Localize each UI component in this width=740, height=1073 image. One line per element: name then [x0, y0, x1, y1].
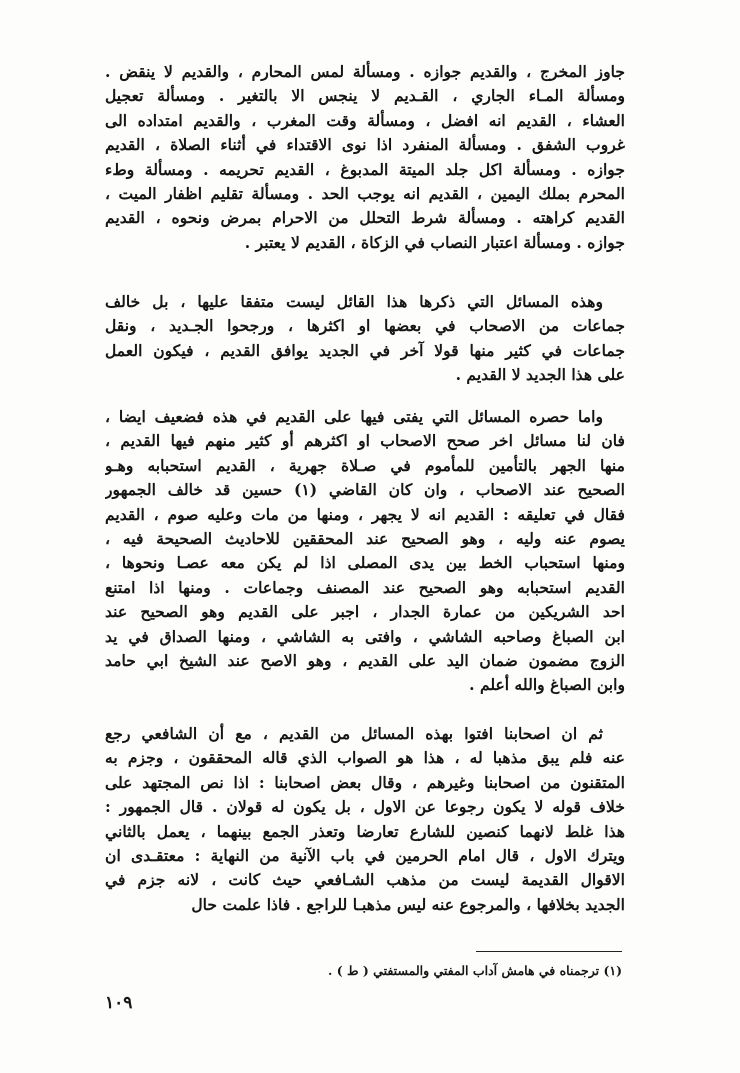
text-line: القديم كراهته . ومسألة شرط التحلل من الاحرام بمرض ونحوه ، القديم	[105, 208, 625, 228]
text-line: ويترك الاول ، قال امام الحرمين في باب الآنية من النهاية : معتقـدى ان	[105, 846, 625, 866]
text-line: واما حصره المسائل التي يفتى فيها على القديم في هذه فضعيف ايضا ،	[105, 407, 603, 426]
text-line: فان لنا مسائل اخر صحح الاصحاب او اكثرهم أو كثير منهم فيها القديم ،	[105, 431, 625, 451]
footnote: (١) ترجمناه في هامش آداب المفتي والمستفتي ( ط ) .	[328, 963, 622, 978]
text-line: هذا غلط لانهما كنصين للشارع تعارضا وتعذر الجمع بينهما ، يعمل بالثاني	[105, 821, 625, 841]
text-line: يصوم عنه وليه ، وهو الصحيح عند المحققين للاحاديث الصحيحة فيه ،	[105, 529, 625, 549]
text-line: القديم استحبابه وهو الصحيح عند المصنف وجماعات . ومنها اذا امتنع	[105, 577, 625, 597]
text-line: ابن الصباغ وصاحبه الشاشي ، وافتى به الشاشي ، ومنها الصداق في يد	[105, 626, 625, 646]
paragraph-1	[105, 60, 625, 255]
text-line: الاقوال القديمة ليست من مذهب الشـافعي حيث كانت ، لانه جزم في	[105, 870, 625, 890]
text-line: الزوج مضمون ضمان اليد على القديم ، وهو الاصح عند الشيخ ابي حامد	[105, 651, 625, 671]
text-line: جماعات من الاصحاب في بعضها او اكثرها ، ورجحوا الجـديد ، ونقل	[105, 316, 625, 336]
text-line: المحرم بملك اليمين ، القديم انه يوجب الحد . ومسألة تقليم اظفار الميت ،	[105, 184, 625, 204]
text-line: غروب الشفق . ومسألة المنفرد اذا نوى الاقتداء في أثناء الصلاة ، القديم	[105, 135, 625, 155]
text-line: ومسألة المـاء الجاري ، القـديم لا ينجس الا بالتغير . ومسألة تعجيل	[105, 86, 625, 106]
text-line: المتقنون من اصحابنا وغيرهم ، وقال بعض اصحابنا : اذا نص المجتهد على	[105, 772, 625, 792]
text-line: على هذا الجديد لا القديم .	[455, 365, 625, 385]
paragraph-4	[105, 722, 625, 917]
paragraph-3	[105, 405, 625, 698]
text-line: وهذه المسائل التي ذكرها هذا القائل ليست متفقا عليها ، بل خالف	[105, 292, 603, 311]
text-line: الصحيح عند الاصحاب ، وان كان القاضي (١) حسين قد خالف الجمهور	[105, 480, 625, 500]
paragraph-2	[105, 290, 625, 388]
text-line: جوازه . ومسألة اكل جلد الميتة المدبوغ ، القديم تحريمه . ومسألة وطء	[105, 159, 625, 179]
text-line: جاوز المخرج ، والقديم جوازه . ومسألة لمس المحارم ، والقديم لا ينقض .	[105, 62, 625, 81]
text-line: فقال في تعليقه : القديم انه لا يجهر ، ومنها من مات وعليه صوم ، القديم	[105, 504, 625, 524]
text-line: العشاء ، القديم انه افضل ، ومسألة وقت المغرب ، والقديم امتداده الى	[105, 110, 625, 130]
text-line: جماعات في كثير منها قولا آخر في الجديد يوافق القديم ، فيكون العمل	[105, 340, 625, 360]
text-line: وابن الصباغ والله أعلم .	[469, 675, 625, 695]
text-line: خلاف قوله لا يكون رجوعا عن الاول ، بل يكون له قولان . قال الجمهور :	[105, 797, 625, 817]
text-line: احد الشريكين من عمارة الجدار ، اجبر على القديم وهو الصحيح عند	[105, 602, 625, 622]
footnote-separator	[476, 951, 622, 952]
text-line: عنه فلم يبق مذهبا له ، هذا هو الصواب الذي قاله المحققون ، وجزم به	[105, 748, 625, 768]
text-line: الجديد بخلافها ، والمرجوع عنه ليس مذهبـا للراجع . فاذا علمت حال	[191, 894, 625, 914]
text-line: ومنها استحباب الخط بين يدى المصلى اذا لم يكن معه عصـا ونحوها ،	[105, 553, 625, 573]
text-line: منها الجهر بالتأمين للمأموم في صـلاة جهرية ، القديم استحبابه وهـو	[105, 455, 625, 475]
text-line: ثم ان اصحابنا افتوا بهذه المسائل من القديم ، مع أن الشافعي رجع	[105, 724, 603, 743]
text-line: جوازه . ومسألة اعتبار النصاب في الزكاة ، القديم لا يعتبر .	[244, 232, 625, 252]
page-number: ١٠٩	[105, 993, 133, 1013]
